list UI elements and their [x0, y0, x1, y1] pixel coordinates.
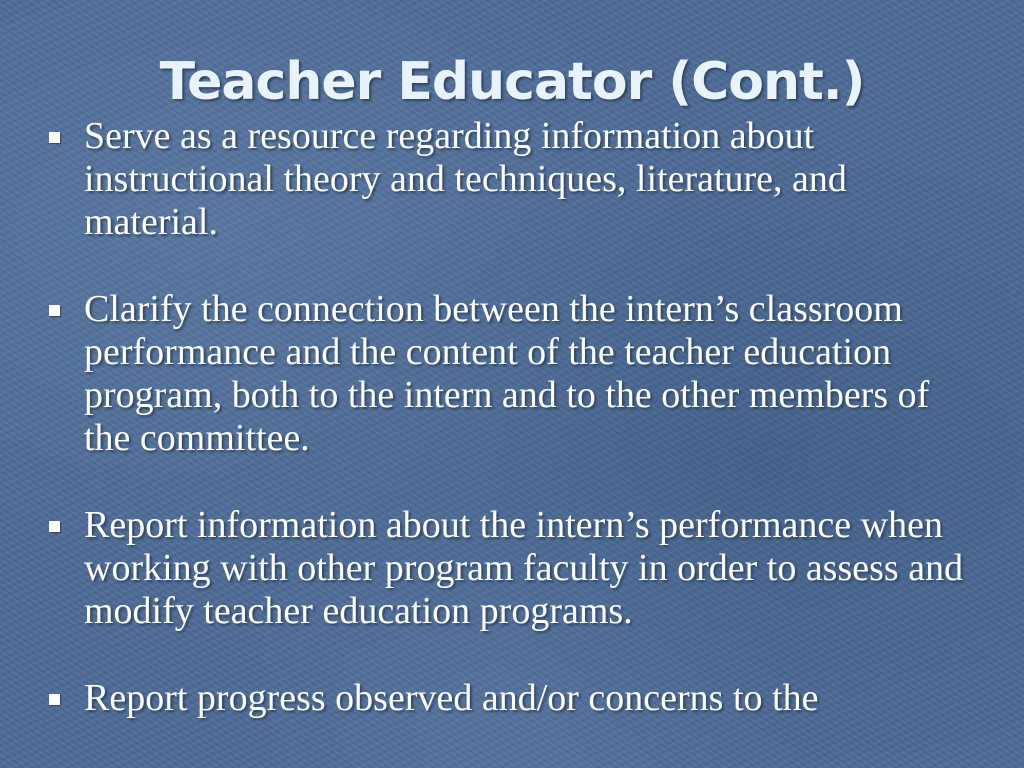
square-bullet-icon	[49, 694, 60, 705]
square-bullet-icon	[49, 132, 60, 143]
bullet-item	[0, 677, 1024, 720]
bullet-list	[0, 115, 1024, 764]
bullet-text: Clarify the connection between the intern’s classroom performance and the content of the teacher education program, both to the intern and to the other members of the committee.	[84, 288, 930, 459]
square-bullet-icon	[49, 521, 60, 532]
bullet-item	[0, 288, 1024, 460]
slide-title: Teacher Educator (Cont.)	[159, 52, 865, 112]
bullet-text: Report progress observed and/or concerns to the	[84, 677, 819, 719]
bullet-text: Serve as a resource regarding information about instructional theory and techniques, literature, and material.	[84, 115, 847, 243]
bullet-text: Report information about the intern’s performance when working with other program faculty in order to assess and modify teacher education programs.	[84, 504, 964, 632]
bullet-item	[0, 115, 1024, 244]
bullet-item	[0, 504, 1024, 633]
square-bullet-icon	[49, 305, 60, 316]
